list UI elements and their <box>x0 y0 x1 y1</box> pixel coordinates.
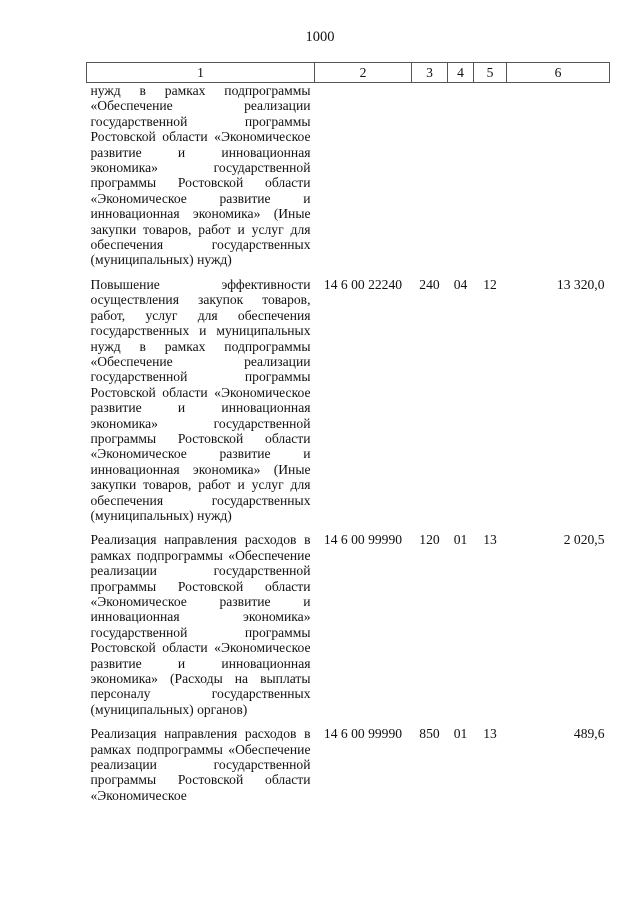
table-row <box>87 277 610 533</box>
table-row <box>87 532 610 726</box>
row-expense-type: 240 <box>419 276 440 292</box>
header-row <box>87 63 610 83</box>
row-amount: 13 320,0 <box>556 276 605 292</box>
table-row <box>87 83 610 277</box>
row-section: 04 <box>453 276 468 292</box>
row-description: Повышение эффективности осуществления закупок товаров, работ, услуг для обеспечения государственных и муниципальных нужд в рамках подпрограммы «Обеспечение реализации государственной программы Ростовской области «Экономическое развитие и инновационная экономика» государственной программы Ростовской области «Экономическое развитие и инновационная экономика» (Иные закупки товаров, работ и услуг для обеспечения государственных (муниципальных) нужд) <box>90 276 311 523</box>
header-col-1: 1 <box>87 63 315 83</box>
row-target-code <box>315 83 412 277</box>
row-subsection: 12 <box>483 276 497 292</box>
row-section <box>448 83 474 277</box>
row-section: 01 <box>453 532 468 548</box>
row-expense-type <box>412 83 448 277</box>
row-amount <box>507 83 610 277</box>
table-header <box>87 63 610 83</box>
row-subsection <box>474 83 507 277</box>
row-description: Реализация направления расходов в рамках подпрограммы «Обеспечение реализации государственной программы Ростовской области «Экономическое развитие и инновационная экономика» государственной программы Ростовской области «Экономическое развитие и инновационная экономика» (Расходы на выплаты персоналу государственных (муниципальных) органов) <box>90 532 311 717</box>
row-amount: 2 020,5 <box>563 532 605 548</box>
header-col-6: 6 <box>507 63 610 83</box>
header-col-4: 4 <box>448 63 474 83</box>
row-amount: 489,6 <box>573 726 605 742</box>
header-col-2: 2 <box>315 63 412 83</box>
row-expense-type: 850 <box>419 726 440 742</box>
header-col-3: 3 <box>412 63 448 83</box>
table-row <box>87 726 610 812</box>
row-subsection: 13 <box>483 532 497 548</box>
budget-table <box>86 62 610 812</box>
table-body <box>87 83 610 813</box>
page-number: 1000 <box>305 29 335 45</box>
row-expense-type: 120 <box>419 532 440 548</box>
header-col-5: 5 <box>474 63 507 83</box>
row-target-code: 14 6 00 22240 <box>323 276 403 292</box>
row-target-code: 14 6 00 99990 <box>323 726 403 742</box>
row-subsection: 13 <box>483 726 497 742</box>
row-description: Реализация направления расходов в рамках подпрограммы «Обеспечение реализации государственной программы Ростовской области «Экономическое <box>90 726 311 803</box>
row-target-code: 14 6 00 99990 <box>323 532 403 548</box>
row-description: нужд в рамках подпрограммы «Обеспечение реализации государственной программы Ростовской области «Экономическое развитие и инновационная экономика» государственной программы Ростовской области «Экономическое развитие и инновационная экономика» (Иные закупки товаров, работ и услуг для обеспечения государственных (муниципальных) нужд) <box>90 83 311 268</box>
row-section: 01 <box>453 726 468 742</box>
